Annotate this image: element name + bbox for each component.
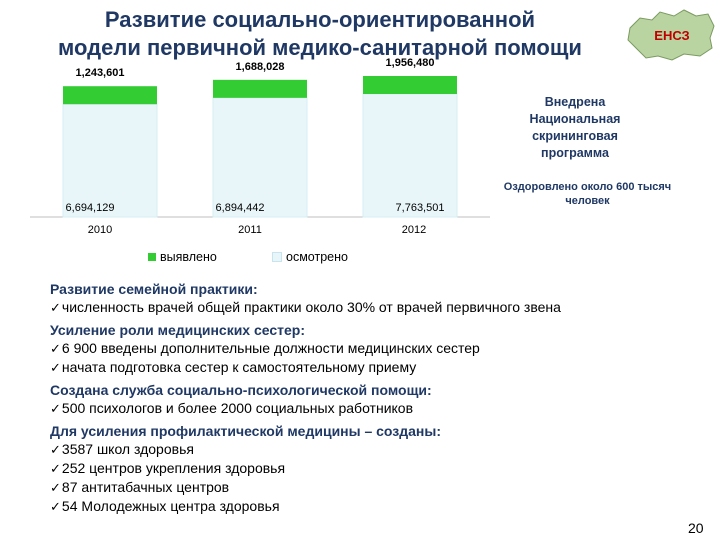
data-label-detected: 1,688,028 bbox=[235, 60, 285, 73]
legend-label-detected: выявлено bbox=[160, 250, 217, 264]
title-line-1: Развитие социально-ориентированной bbox=[104, 7, 536, 32]
list-item: ✓ 87 антитабачных центров bbox=[50, 478, 690, 497]
legend-item-detected bbox=[148, 250, 217, 264]
section-prevention bbox=[50, 422, 690, 516]
kazakhstan-map-logo bbox=[622, 4, 718, 66]
bar-detected bbox=[363, 76, 457, 94]
bar-chart bbox=[0, 57, 500, 250]
content-text bbox=[50, 280, 690, 520]
data-label-examined: 7,763,501 bbox=[395, 202, 445, 214]
bar-detected bbox=[63, 86, 157, 104]
section-heading: Для усиления профилактической медицины – созданы: bbox=[50, 423, 442, 439]
title-line-2: модели первичной медико-санитарной помощи bbox=[58, 35, 582, 60]
legend-label-examined: осмотрено bbox=[286, 250, 348, 264]
section-nurses bbox=[50, 321, 690, 377]
section-heading: Усиление роли медицинских сестер: bbox=[50, 322, 306, 338]
section-psych-service bbox=[50, 381, 690, 418]
data-label-detected: 1,243,601 bbox=[75, 67, 125, 80]
bar-examined bbox=[363, 94, 457, 217]
section-family-practice bbox=[50, 280, 690, 317]
data-label-examined: 6,894,442 bbox=[215, 202, 265, 214]
category-label: 2010 bbox=[87, 224, 113, 236]
logo-text: ЕНСЗ bbox=[654, 28, 690, 43]
list-item: ✓ численность врачей общей практики около 30% от врачей первичного звена bbox=[50, 298, 690, 317]
category-label: 2012 bbox=[401, 224, 427, 236]
page-number: 20 bbox=[688, 520, 704, 536]
screening-note: Внедрена Национальная скрининговая программа bbox=[529, 95, 621, 160]
slide-title bbox=[20, 6, 620, 62]
section-heading: Развитие семейной практики: bbox=[50, 281, 258, 297]
legend-swatch-detected bbox=[148, 253, 156, 261]
legend-item-examined bbox=[272, 250, 348, 264]
legend-swatch-examined bbox=[272, 252, 282, 262]
list-item: ✓ 6 900 введены дополнительные должности медицинских сестер bbox=[50, 339, 690, 358]
bar-examined bbox=[213, 98, 307, 217]
category-label: 2011 bbox=[238, 224, 262, 236]
section-heading: Создана служба социально-психологической помощи: bbox=[50, 382, 432, 398]
data-label-detected: 1,956,480 bbox=[385, 57, 435, 69]
list-item: ✓ 3587 школ здоровья bbox=[50, 440, 690, 459]
list-item: ✓ 252 центров укрепления здоровья bbox=[50, 459, 690, 478]
list-item: ✓ начата подготовка сестер к самостоятельному приему bbox=[50, 358, 690, 377]
list-item: ✓ 54 Молодежных центра здоровья bbox=[50, 497, 690, 516]
list-item: ✓ 500 психологов и более 2000 социальных работников bbox=[50, 399, 690, 418]
bar-detected bbox=[213, 80, 307, 98]
bar-examined bbox=[63, 104, 157, 217]
recovered-note: Оздоровлено около 600 тысяч человек bbox=[503, 181, 672, 207]
data-label-examined: 6,694,129 bbox=[65, 202, 115, 214]
